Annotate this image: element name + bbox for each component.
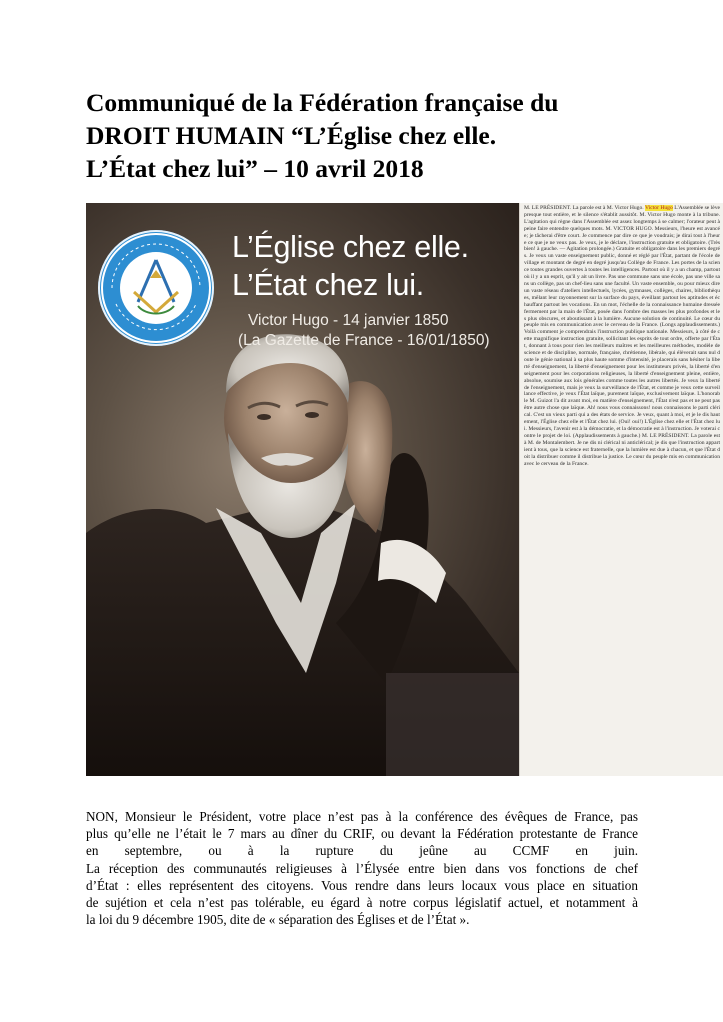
poster-quote: [232, 228, 469, 304]
poster-attribution: [238, 311, 490, 351]
body-line-2: plus qu’elle ne l’était le 7 mars au dîner du CRIF, ou devant la Fédération protestante de France: [86, 826, 638, 842]
masonic-emblem-icon: [98, 230, 214, 346]
victor-hugo-poster: [86, 203, 519, 776]
droit-humain-seal: [98, 230, 214, 346]
quote-line-1: L’Église chez elle.: [232, 230, 469, 264]
body-line-7: la loi du 9 décembre 1905, dite de « séparation des Églises et de l’État ».: [86, 912, 470, 928]
newspaper-header: M. LE PRÉSIDENT. La parole est à M. Victor Hugo.: [524, 205, 644, 211]
body-line-4: La réception des communautés religieuses à l’Élysée entre bien dans vos fonctions de chef: [86, 860, 638, 876]
highlighted-name: Victor Hugo: [644, 205, 673, 211]
title-line-3: L’État chez lui” – 10 avril 2018: [86, 154, 424, 183]
title-line-2: DROIT HUMAIN “L’Église chez elle.: [86, 121, 497, 150]
newspaper-clipping: [519, 203, 723, 776]
body-line-6: de sujétion et cela n’est pas tolérable, eu égard à notre corpus législatif actuel, et notamment à: [86, 895, 638, 911]
newspaper-text: [524, 205, 720, 467]
body-paragraph: [86, 808, 638, 928]
attribution-line-1: Victor Hugo - 14 janvier 1850: [248, 312, 449, 329]
newspaper-column: L'Assemblée se lève presque tout entière, et le silence s'établit aussitôt. M. Victor Hugo monte à la tribune. L'agitation qui règne dans l'Assemblée est assez longtemps à se calmer; l'orateur peut à peine faire entendre quelques mots. M. VICTOR HUGO. Messieurs, l'heure est avancée; je tâcherai d'être court. Je commence par dire ce que je voudrais; je dirai tout à l'heure ce que je ne veux pas. Je veux, je le déclare, l'instruction gratuite et obligatoire. (Très bien! à gauche. — Agitation prolongée.) Gratuite et obligatoire dans les premiers degrés. Je veux un vaste enseignement public, donné et réglé par l'État, partant de l'école de village et montant de degré en degré jusqu'au Collège de France. Les portes de la science toutes grandes ouvertes à toutes les intelligences. Partout où il y a un champ, partout où il y a un esprit, qu'il y ait un livre. Pas une commune sans une école, pas une ville sans un collège, pas un chef-lieu sans une faculté. Un vaste ensemble, ou pour mieux dire un vaste réseau d'ateliers intellectuels, lycées, gymnases, collèges, chaires, bibliothèques, mêlant leur rayonnement sur la surface du pays, éveillant partout les aptitudes et échauffant partout les vocations. En un mot, l'échelle de la connaissance humaine dressée fermement par la main de l'État, posée dans l'ombre des masses les plus profondes et les plus obscures, et aboutissant à la lumière. Aucune solution de continuité. Le cœur du peuple mis en communication avec le cerveau de la France. (Longs applaudissements.) Voilà comment je comprendrais l'instruction publique nationale. Messieurs, à côté de cette magnifique instruction gratuite, sollicitant les esprits de tout ordre, offerte par l'État, donnant à tous pour rien les meilleurs maîtres et les meilleures méthodes, modèle de science et de discipline, normale, française, chrétienne, libérale, qui élèverait sans nul doute le génie national à sa plus haute somme d'intensité, je placerais sans hésiter la liberté d'enseignement, la liberté d'enseignement pour les instituteurs privés, la liberté d'enseignement pour les corporations religieuses, la liberté d'enseignement pleine, entière, absolue, soumise aux lois générales comme toutes les autres libertés. Je veux la liberté de l'enseignement, mais je veux la surveillance de l'État, et comme je veux cette surveillance effective, je veux l'État laïque, purement laïque, exclusivement laïque. L'honorable M. Guizot l'a dit avant moi, en matière d'enseignement, l'État n'est pas et ne peut pas être autre chose que laïque. Ah! nous vous connaissons! nous connaissons le parti clérical. C'est un vieux parti qui a des états de service. Je veux, quant à moi, et je le dis hautement, l'Église chez elle et l'État chez lui. (Oui! oui!) L'Église chez elle et l'État chez lui. Messieurs, l'avenir est à la démocratie, et la démocratie est à l'instruction. Je voterai contre le projet de loi. (Applaudissements à gauche.) M. LE PRÉSIDENT. La parole est à M. de Montalembert. Je ne dis ni clérical ni anticlérical; je dis que l'instruction appartient à tous, que la science est fraternelle, que la lumière est due à chacun, et que l'État doit la distribuer comme il distribue la justice. Le cœur du peuple mis en communication avec le cerveau de la France.: [524, 205, 720, 467]
body-line-5: d’État : elles représentent des citoyens. Vous rendre dans leurs locaux vous place en situation: [86, 877, 638, 893]
document-title: [86, 86, 686, 185]
title-line-1: Communiqué de la Fédération française du: [86, 88, 559, 117]
attribution-line-2: (La Gazette de France - 16/01/1850): [238, 332, 490, 349]
quote-line-2: L’État chez lui.: [232, 268, 424, 302]
body-line-3: en septembre, ou à la rupture du jeûne au CCMF en juin.: [86, 843, 638, 859]
figure-image: [86, 203, 723, 776]
body-line-1: NON, Monsieur le Président, votre place n’est pas à la conférence des évêques de France, pas: [86, 809, 638, 824]
